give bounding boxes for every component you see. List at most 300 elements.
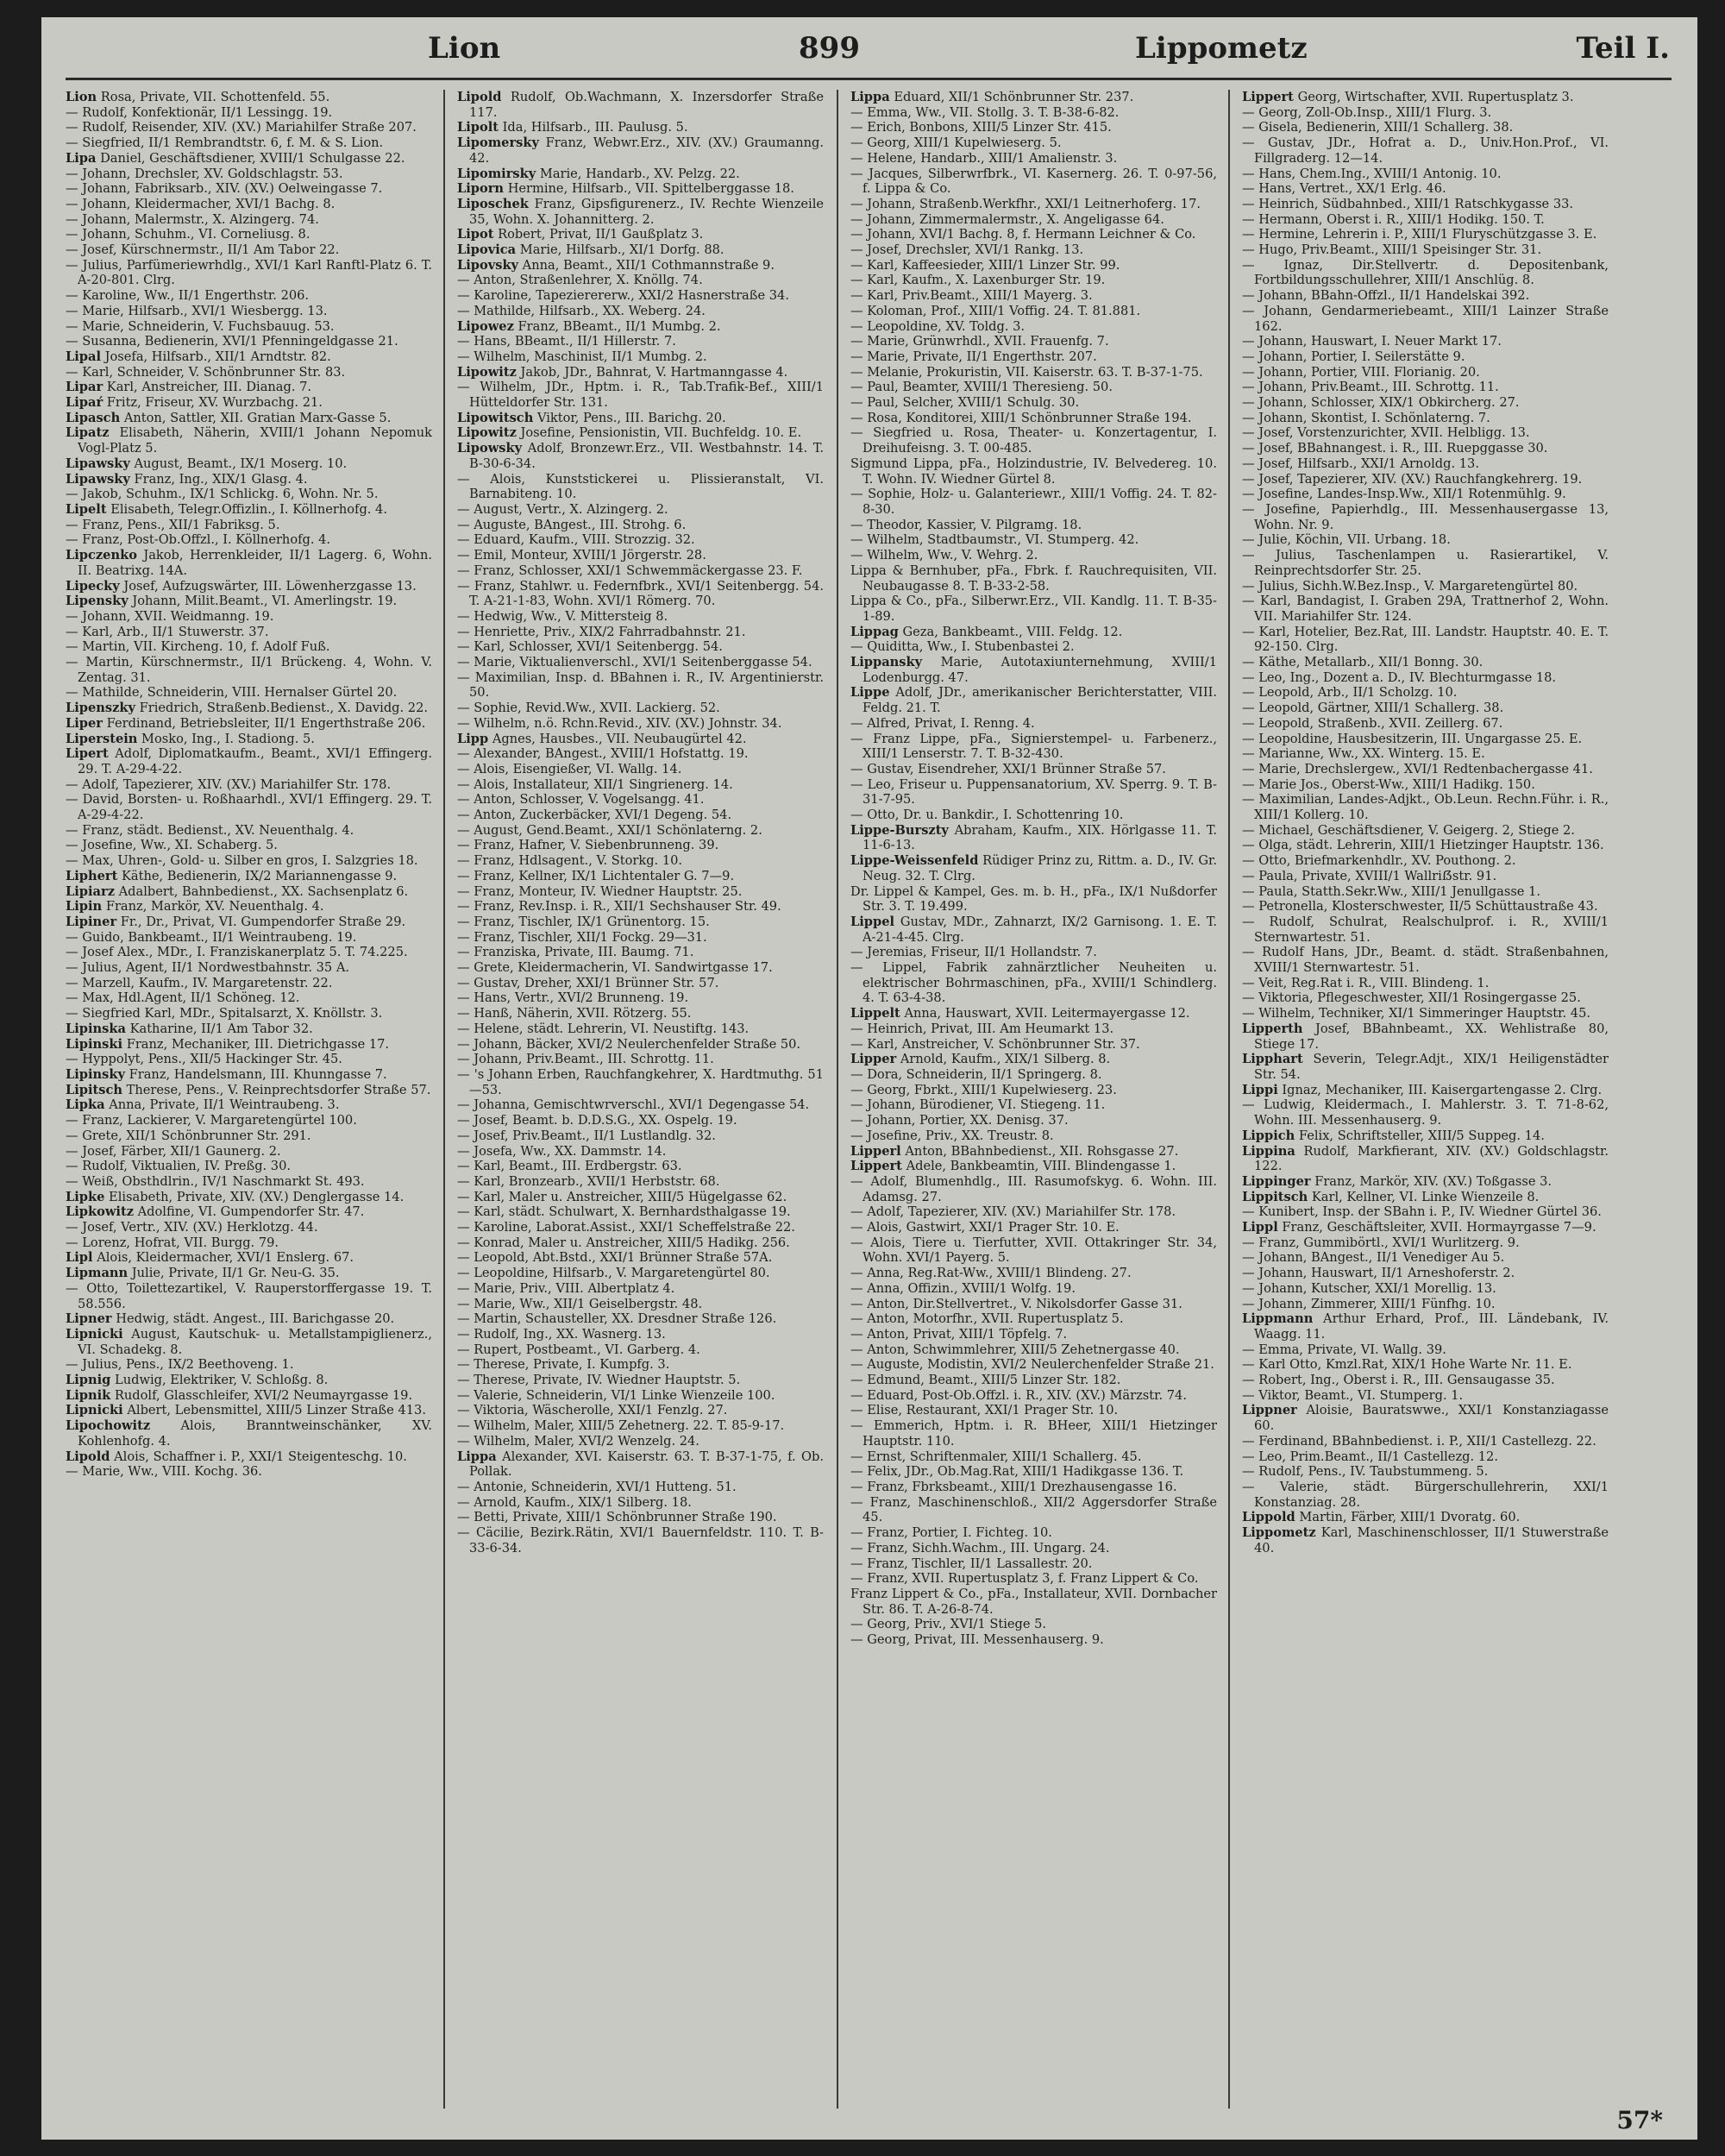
entry-details: — Rudolf, Reisender, XIV. (XV.) Mariahilfer Straße 207.	[66, 120, 417, 135]
entry-details: — Franz, Tischler, IX/1 Grünentorg. 15.	[457, 914, 710, 929]
directory-entry	[66, 1006, 432, 1021]
directory-entry	[850, 655, 1217, 685]
entry-details: — Johann, Portier, XX. Denisg. 37.	[850, 1113, 1069, 1128]
entry-surname: Lipperth	[1242, 1021, 1303, 1036]
entry-surname: Lippert	[850, 1159, 902, 1174]
entry-details: — Johann, Straßenb.Werkfhr., XXI/1 Leitnerhoferg. 17.	[850, 196, 1201, 211]
entry-surname: Lipaŕ	[66, 395, 104, 411]
directory-entry	[850, 90, 1217, 105]
directory-entry	[1242, 732, 1609, 747]
entry-details: — Franziska, Private, III. Baumg. 71.	[457, 945, 694, 960]
entry-details: — Hans, Vertret., XX/1 Erlg. 46.	[1242, 181, 1446, 197]
directory-entry	[66, 242, 432, 258]
column-2	[457, 90, 824, 2109]
entry-details: — Johann, Hauswart, II/1 Arneshoferstr. 2.	[1242, 1266, 1515, 1281]
directory-entry	[66, 746, 432, 776]
entry-details: — Grete, XII/1 Schönbrunner Str. 291.	[66, 1128, 311, 1143]
directory-entry	[66, 1128, 432, 1144]
directory-entry	[850, 1403, 1217, 1418]
entry-details: — Adolf, Tapezierer, XIV. (XV.) Mariahilfer Str. 178.	[850, 1204, 1176, 1220]
directory-entry	[1242, 701, 1609, 716]
directory-entry	[66, 625, 432, 640]
directory-entry	[66, 167, 432, 182]
directory-entry	[850, 1083, 1217, 1098]
directory-entry	[850, 716, 1217, 732]
entry-surname: Lippa	[457, 1449, 497, 1464]
directory-entry	[1242, 670, 1609, 686]
directory-entry	[1242, 853, 1609, 869]
directory-entry	[66, 838, 432, 853]
entry-details: Adalbert, Bahnbedienst., XX. Sachsenplatz 6.	[118, 883, 409, 899]
entry-details: — Anton, Schlosser, V. Vogelsangg. 41.	[457, 792, 705, 808]
directory-entry	[1242, 899, 1609, 915]
directory-entry	[850, 1587, 1217, 1617]
entry-details: — Franz, Rev.Insp. i. R., XII/1 Sechshauser Str. 49.	[457, 899, 781, 915]
entry-surname: Lippe-Burszty	[850, 822, 949, 838]
directory-entry	[66, 990, 432, 1006]
directory-entry	[457, 746, 824, 762]
entry-details: — Johann, Drechsler, XV. Goldschlagstr. 53.	[66, 166, 343, 181]
entry-details: Geza, Bankbeamt., VIII. Feldg. 12.	[902, 624, 1123, 639]
directory-entry	[850, 808, 1217, 823]
entry-details: — Josef, Tapezierer, XIV. (XV.) Rauchfangkehrerg. 19.	[1242, 471, 1583, 487]
directory-entry	[66, 1097, 432, 1113]
directory-entry	[850, 823, 1217, 853]
entry-details: Therese, Pens., V. Reinprechtsdorfer Straße 57.	[126, 1082, 431, 1097]
directory-entry	[457, 425, 824, 441]
directory-page	[41, 17, 1697, 2140]
entry-surname: Liposchek	[457, 196, 529, 211]
directory-entry	[850, 380, 1217, 395]
directory-entry	[850, 1571, 1217, 1587]
entry-details: — Maximilian, Insp. d. BBahnen i. R., IV. Argentinierstr. 50.	[457, 669, 824, 701]
entry-details: — Siegfried Karl, MDr., Spitalsarzt, X. Knöllstr. 3.	[66, 1006, 383, 1021]
directory-entry	[1242, 1220, 1609, 1235]
directory-entry	[1242, 1342, 1609, 1358]
entry-details: — Michael, Geschäftsdiener, V. Geigerg. 2, Stiege 2.	[1242, 822, 1575, 838]
directory-entry	[66, 1235, 432, 1251]
directory-entry	[66, 853, 432, 869]
entry-details: — Marie, Ww., XII/1 Geiselbergstr. 48.	[457, 1296, 703, 1311]
entry-details: — Josefine, Ww., XI. Schaberg. 5.	[66, 838, 278, 853]
entry-details: — Johann, Portier, I. Seilerstätte 9.	[1242, 349, 1465, 364]
entry-details: Martin, Färber, XIII/1 Dvoratg. 60.	[1299, 1510, 1521, 1525]
entry-surname: Lipowez	[457, 318, 514, 334]
entry-details: Josef, Aufzugswärter, III. Löwenherzgasse 13.	[123, 578, 417, 594]
entry-details: Sigmund Lippa, pFa., Holzindustrie, IV. Belvedereg. 10. T. Wohn. IV. Wiedner Gürtel 8.	[850, 456, 1217, 487]
directory-entry	[66, 425, 432, 456]
directory-entry	[457, 380, 824, 410]
directory-entry	[457, 197, 824, 227]
directory-entry	[1242, 884, 1609, 900]
entry-details: — Kunibert, Insp. der SBahn i. P., IV. Wiedner Gürtel 36.	[1242, 1204, 1602, 1220]
directory-entry	[66, 792, 432, 822]
entry-details: — Emil, Monteur, XVIII/1 Jörgerstr. 28.	[457, 548, 706, 563]
directory-entry	[1242, 227, 1609, 242]
directory-entry	[1242, 1266, 1609, 1281]
entry-details: — Koloman, Prof., XIII/1 Voffig. 24. T. 81.881.	[850, 303, 1141, 318]
entry-surname: Lipinska	[66, 1021, 126, 1036]
directory-entry	[850, 135, 1217, 151]
directory-entry	[457, 915, 824, 930]
directory-entry	[457, 349, 824, 365]
directory-entry	[457, 808, 824, 823]
entry-details: — Viktoria, Pflegeschwester, XII/1 Rosingergasse 25.	[1242, 990, 1581, 1006]
directory-entry	[457, 1357, 824, 1373]
entry-details: — David, Borsten- u. Roßhaarhdl., XVI/1 Effingerg. 29. T. A-29-4-22.	[66, 792, 432, 823]
directory-entry	[1242, 685, 1609, 701]
entry-details: August, Beamt., IX/1 Moserg. 10.	[134, 456, 348, 471]
entry-details: — Arnold, Kaufm., XIX/1 Silberg. 18.	[457, 1494, 692, 1510]
entry-details: Alois, Schaffner i. P., XXI/1 Steigenteschg. 10.	[114, 1449, 407, 1464]
directory-entry	[457, 411, 824, 426]
entry-details: — Wilhelm, Techniker, XI/1 Simmeringer Hauptstr. 45.	[1242, 1006, 1590, 1021]
directory-entry	[1242, 502, 1609, 532]
entry-details: — Franz, städt. Bedienst., XV. Neuenthalg. 4.	[66, 822, 354, 838]
entry-details: — Quiditta, Ww., I. Stubenbastei 2.	[850, 639, 1075, 655]
entry-details: August, Kautschuk- u. Metallstampiglienerz., VI. Schadekg. 8.	[78, 1326, 432, 1357]
directory-entry	[1242, 1510, 1609, 1525]
entry-details: — Konrad, Maler u. Anstreicher, XIII/5 Hadikg. 256.	[457, 1235, 790, 1250]
entry-surname: Lipochowitz	[66, 1418, 151, 1434]
entry-details: — Rudolf, Schulrat, Realschulprof. i. R., XVIII/1 Sternwartestr. 51.	[1242, 914, 1609, 945]
directory-entry	[66, 90, 432, 105]
entry-surname: Liphert	[66, 868, 118, 883]
entry-details: — Josef, Vorstenzurichter, XVII. Helbligg. 13.	[1242, 425, 1530, 441]
directory-entry	[457, 258, 824, 273]
directory-entry	[457, 792, 824, 808]
directory-entry	[66, 334, 432, 349]
entry-details: — Heinrich, Privat, III. Am Heumarkt 13.	[850, 1021, 1114, 1036]
directory-entry	[66, 1113, 432, 1128]
directory-entry	[457, 976, 824, 991]
directory-entry	[66, 1388, 432, 1404]
directory-entry	[1242, 838, 1609, 853]
entry-surname: Lipawsky	[66, 456, 130, 471]
entry-surname: Liper	[66, 715, 103, 731]
directory-entry	[850, 1174, 1217, 1204]
entry-details: — Karl, Bronzearb., XVII/1 Herbststr. 68.	[457, 1173, 720, 1189]
entry-details: Anton, BBahnbedienst., XII. Rohsgasse 27.	[905, 1143, 1179, 1159]
entry-surname: Lipar	[66, 380, 104, 395]
directory-entry	[1242, 135, 1609, 166]
entry-surname: Lipowsky	[457, 441, 523, 456]
directory-entry	[457, 716, 824, 732]
entry-details: Hermine, Hilfsarb., VII. Spittelberggasse 18.	[507, 181, 794, 197]
entry-details: — Theodor, Kassier, V. Pilgramg. 18.	[850, 517, 1082, 532]
entry-details: Fr., Dr., Privat, VI. Gumpendorfer Straße 29.	[120, 914, 406, 929]
directory-entry	[66, 716, 432, 732]
entry-details: — Paul, Beamter, XVIII/1 Theresieng. 50.	[850, 380, 1113, 395]
header-rule	[66, 78, 1672, 80]
entry-details: Ferdinand, Betriebsleiter, II/1 Engerthstraße 206.	[106, 715, 426, 731]
directory-entry	[66, 732, 432, 747]
entry-details: — Paul, Selcher, XVIII/1 Schulg. 30.	[850, 395, 1080, 411]
directory-entry	[66, 502, 432, 518]
column-3	[850, 90, 1217, 2109]
directory-entry	[66, 777, 432, 793]
entry-details: — Marie, Schneiderin, V. Fuchsbauug. 53.	[66, 318, 335, 334]
entry-details: — Lippel, Fabrik zahnärztlicher Neuheiten u. elektrischer Bohrmaschinen, pFa., XVIII/1 Schindlerg. 4. T. 63-4-38.	[850, 960, 1217, 1006]
directory-entry	[850, 411, 1217, 426]
entry-details: — Leo, Friseur u. Puppensanatorium, XV. Sperrg. 9. T. B-31-7-95.	[850, 776, 1217, 808]
directory-entry	[1242, 120, 1609, 135]
entry-details: — Gustav, Eisendreher, XXI/1 Brünner Straße 57.	[850, 761, 1166, 776]
directory-entry	[457, 532, 824, 548]
directory-entry	[457, 884, 824, 900]
directory-entry	[457, 1449, 824, 1480]
directory-entry	[66, 884, 432, 900]
directory-entry	[457, 120, 824, 135]
entry-surname: Lipolt	[457, 120, 499, 135]
directory-entry	[850, 1556, 1217, 1572]
entry-surname: Lipiner	[66, 914, 117, 929]
directory-entry	[66, 365, 432, 380]
entry-details: — Wilhelm, Stadtbaumstr., VI. Stumperg. 42.	[850, 532, 1139, 548]
directory-entry	[850, 518, 1217, 533]
entry-surname: Lippelt	[850, 1006, 900, 1021]
entry-details: — Julius, Parfümeriewrhdlg., XVI/1 Karl Ranftl-Platz 6. T. A-20-801. Clrg.	[66, 257, 432, 288]
entry-details: — Franz, Tischler, XII/1 Fockg. 29—31.	[457, 929, 707, 945]
directory-entry	[66, 639, 432, 655]
entry-surname: Lipitsch	[66, 1082, 123, 1097]
entry-details: — Gisela, Bedienerin, XIII/1 Schallerg. 38.	[1242, 120, 1514, 135]
entry-details: — Franz, Pens., XII/1 Fabriksg. 5.	[66, 517, 280, 532]
entry-details: — Jacques, Silberwrfbrk., VI. Kasernerg. 26. T. 0-97-56, f. Lippa & Co.	[850, 166, 1217, 197]
directory-entry	[457, 1113, 824, 1128]
entry-details: Jakob, JDr., Bahnrat, V. Hartmanngasse 4.	[520, 364, 788, 380]
entry-details: — Karl, Arb., II/1 Stuwerstr. 37.	[66, 624, 269, 639]
entry-details: Rudolf, Ob.Wachmann, X. Inzersdorfer Straße 117.	[469, 90, 824, 120]
directory-entry	[66, 1311, 432, 1327]
entry-details: — Erich, Bonbons, XIII/5 Linzer Str. 415.	[850, 120, 1112, 135]
entry-details: — Josef, Priv.Beamt., II/1 Lustlandlg. 32.	[457, 1128, 716, 1143]
entry-surname: Lipp	[457, 731, 489, 746]
entry-details: — Josefine, Landes-Insp.Ww., XII/1 Rotenmühlg. 9.	[1242, 487, 1566, 502]
entry-details: Felix, Schriftsteller, XIII/5 Suppeg. 14.	[1298, 1128, 1545, 1143]
directory-entry	[66, 1357, 432, 1373]
directory-entry	[850, 319, 1217, 335]
entry-details: — Marianne, Ww., XX. Winterg. 15. E.	[1242, 746, 1485, 762]
directory-entry	[1242, 1250, 1609, 1266]
directory-entry	[850, 1235, 1217, 1266]
page-number: 899	[799, 31, 860, 66]
header-part-label: Teil I.	[1576, 31, 1670, 66]
directory-entry	[66, 349, 432, 365]
entry-details: — Josef Alex., MDr., I. Franziskanerplatz 5. T. 74.225.	[66, 945, 408, 960]
entry-details: — Franz, Kellner, IX/1 Lichtentaler G. 7—9.	[457, 868, 735, 883]
entry-details: — Susanna, Bedienerin, XVI/1 Pfenningeldgasse 21.	[66, 334, 398, 349]
directory-entry	[457, 181, 824, 197]
directory-entry	[66, 1174, 432, 1190]
directory-entry	[850, 197, 1217, 212]
entry-details: — Karl, städt. Schulwart, X. Bernhardsthalgasse 19.	[457, 1204, 791, 1220]
entry-surname: Lipmann	[66, 1266, 129, 1281]
directory-entry	[66, 823, 432, 839]
directory-entry	[1242, 1311, 1609, 1342]
column-divider	[443, 90, 445, 2109]
directory-entry	[457, 365, 824, 380]
directory-entry	[850, 456, 1217, 487]
directory-entry	[1242, 579, 1609, 594]
directory-entry	[850, 1220, 1217, 1235]
entry-details: Lippa & Bernhuber, pFa., Fbrk. f. Rauchrequisiten, VII. Neubaugasse 8. T. B-33-2-58.	[850, 563, 1217, 594]
entry-surname: Lipal	[66, 349, 102, 364]
entry-details: — Julius, Pens., IX/2 Beethoveng. 1.	[66, 1357, 294, 1373]
entry-details: — Karoline, Laborat.Assist., XXI/1 Scheffelstraße 22.	[457, 1220, 795, 1235]
entry-details: Ida, Hilfsarb., III. Paulusg. 5.	[502, 120, 688, 135]
entry-surname: Lipnig	[66, 1373, 111, 1388]
directory-entry	[457, 502, 824, 518]
entry-surname: Lippner	[1242, 1403, 1297, 1418]
directory-entry	[1242, 655, 1609, 670]
directory-entry	[1242, 716, 1609, 732]
directory-entry	[1242, 945, 1609, 975]
entry-surname: Lipert	[66, 746, 109, 762]
entry-details: — Johanna, Gemischtwrverschl., XVI/1 Degengasse 54.	[457, 1097, 810, 1113]
directory-entry	[1242, 487, 1609, 502]
entry-details: — Melanie, Prokuristin, VII. Kaiserstr. 63. T. B-37-1-75.	[850, 364, 1203, 380]
entry-details: — Franz, Monteur, IV. Wiedner Hauptstr. 25.	[457, 883, 743, 899]
directory-entry	[457, 639, 824, 655]
entry-details: Georg, Wirtschafter, XVII. Rupertusplatz 3.	[1297, 90, 1574, 104]
directory-entry	[850, 685, 1217, 715]
directory-entry	[457, 899, 824, 915]
entry-details: — Karoline, Tapezierererw., XXI/2 Hasnerstraße 34.	[457, 288, 789, 304]
entry-surname: Lippa	[850, 90, 890, 104]
entry-details: — Anton, Schwimmlehrer, XIII/5 Zehetnergasse 40.	[850, 1342, 1180, 1357]
directory-entry	[66, 609, 432, 625]
directory-entry	[850, 594, 1217, 624]
entry-details: — Mathilde, Hilfsarb., XX. Weberg. 24.	[457, 303, 706, 318]
directory-entry	[66, 1373, 432, 1388]
entry-details: — Martin, Schausteller, XX. Dresdner Straße 126.	[457, 1311, 777, 1327]
entry-details: — Franz, Hafner, V. Siebenbrunneng. 39.	[457, 838, 719, 853]
entry-surname: Lipowitz	[457, 425, 517, 441]
entry-details: Abraham, Kaufm., XIX. Hörlgasse 11. T. 11-6-13.	[862, 822, 1217, 853]
entry-surname: Lipomersky	[457, 135, 539, 151]
entry-details: Alexander, XVI. Kaiserstr. 63. T. B-37-1-75, f. Ob. Pollak.	[469, 1449, 824, 1480]
directory-entry	[1242, 976, 1609, 991]
directory-entry	[457, 625, 824, 640]
entry-details: Alois, Branntweinschänker, XV. Kohlenhofg. 4.	[78, 1418, 432, 1449]
entry-details: Adolfine, VI. Gumpendorfer Str. 47.	[137, 1204, 365, 1220]
entry-details: — Johann, Kutscher, XXI/1 Morellig. 13.	[1242, 1280, 1496, 1296]
entry-surname: Lipold	[457, 90, 502, 104]
directory-entry	[457, 1037, 824, 1053]
entry-details: Josef, BBahnbeamt., XX. Wehlistraße 80, Stiege 17.	[1254, 1021, 1609, 1052]
directory-entry	[457, 334, 824, 349]
directory-entry	[850, 884, 1217, 915]
directory-entry	[1242, 990, 1609, 1006]
directory-entry	[1242, 181, 1609, 197]
directory-entry	[66, 915, 432, 930]
directory-entry	[1242, 365, 1609, 380]
entry-details: — Johann, Schlosser, XIX/1 Obkircherg. 27.	[1242, 395, 1520, 411]
entry-details: — Julius, Agent, II/1 Nordwestbahnstr. 35 A.	[66, 960, 349, 976]
entry-details: — Johann, BAngest., II/1 Venediger Au 5.	[1242, 1250, 1505, 1266]
entry-details: — Jakob, Schuhm., IX/1 Schlickg. 6, Wohn. Nr. 5.	[66, 487, 379, 502]
directory-entry	[1242, 1097, 1609, 1128]
entry-details: — Franz, Schlosser, XXI/1 Schwemmäckergasse 23. F.	[457, 563, 803, 578]
directory-entry	[850, 212, 1217, 228]
entry-details: — Karl, Schlosser, XVI/1 Seitenbergg. 54.	[457, 639, 723, 655]
directory-entry	[66, 1190, 432, 1205]
entry-surname: Lippitsch	[1242, 1189, 1308, 1204]
entry-details: — Josefine, Papierhdlg., III. Messenhausergasse 13, Wohn. Nr. 9.	[1242, 501, 1609, 532]
entry-details: Elisabeth, Private, XIV. (XV.) Denglergasse 14.	[109, 1189, 405, 1204]
entry-details: — Helene, Handarb., XIII/1 Amalienstr. 3.	[850, 150, 1118, 166]
directory-entry	[66, 899, 432, 915]
directory-entry	[457, 518, 824, 533]
directory-entry	[457, 1281, 824, 1297]
entry-surname: Lipinsky	[66, 1067, 125, 1082]
directory-entry	[1242, 1235, 1609, 1251]
entry-details: Käthe, Bedienerin, IX/2 Mariannengasse 9.	[121, 868, 398, 883]
directory-entry	[66, 1418, 432, 1449]
directory-entry	[457, 945, 824, 960]
directory-entry	[850, 1204, 1217, 1220]
directory-entry	[66, 1266, 432, 1281]
entry-details: — Veit, Reg.Rat i. R., VIII. Blindeng. 1.	[1242, 975, 1490, 990]
entry-details: — Rosa, Konditorei, XIII/1 Schönbrunner Straße 194.	[850, 410, 1192, 425]
entry-details: — Mathilde, Schneiderin, VIII. Hernalser Gürtel 20.	[66, 685, 398, 701]
entry-details: — Anton, Privat, XIII/1 Töpfelg. 7.	[850, 1326, 1068, 1342]
entry-surname: Lipin	[66, 899, 103, 915]
directory-entry	[850, 1052, 1217, 1067]
directory-entry	[1242, 1449, 1609, 1465]
directory-entry	[66, 411, 432, 426]
entry-details: — Marie, Grünwrhdl., XVII. Frauenfg. 7.	[850, 334, 1109, 349]
directory-entry	[850, 1327, 1217, 1342]
directory-entry	[457, 579, 824, 609]
entry-surname: Lippansky	[850, 655, 923, 670]
directory-entry	[850, 487, 1217, 517]
directory-entry	[457, 319, 824, 335]
entry-details: Josefine, Pensionistin, VII. Buchfeldg. 10. E.	[520, 425, 802, 441]
directory-entry	[1242, 1052, 1609, 1082]
page-header	[66, 31, 1670, 69]
entry-details: — Karl, Kaufm., X. Laxenburger Str. 19.	[850, 273, 1106, 288]
directory-entry	[1242, 869, 1609, 884]
directory-entry	[850, 1373, 1217, 1388]
directory-entry	[1242, 197, 1609, 212]
header-right-keyword: Lippometz	[1135, 31, 1308, 66]
entry-details: — Johann, Priv.Beamt., III. Schrottg. 11.	[1242, 380, 1499, 395]
directory-entry	[1242, 349, 1609, 365]
directory-entry	[1242, 288, 1609, 304]
entry-surname: Lipowitz	[457, 364, 517, 380]
entry-details: — Alois, Gastwirt, XXI/1 Prager Str. 10. E.	[850, 1220, 1120, 1235]
directory-entry	[1242, 1021, 1609, 1052]
entry-details: — Johann, Portier, VIII. Florianig. 20.	[1242, 364, 1480, 380]
directory-entry	[66, 105, 432, 121]
directory-entry	[850, 304, 1217, 319]
entry-surname: Lipasch	[66, 410, 121, 425]
directory-entry	[457, 1297, 824, 1312]
entry-details: — Ludwig, Kleidermach., I. Mahlerstr. 3. T. 71-8-62, Wohn. III. Messenhauserg. 9.	[1242, 1097, 1609, 1128]
entry-details: — Anton, Zuckerbäcker, XVI/1 Degeng. 54.	[457, 808, 732, 823]
entry-surname: Lipawsky	[66, 471, 130, 487]
entry-details: — Eduard, Kaufm., VIII. Strozzig. 32.	[457, 532, 695, 548]
entry-details: — Wilhelm, Maler, XVI/2 Wenzelg. 24.	[457, 1433, 699, 1449]
directory-entry	[457, 90, 824, 120]
directory-entry	[1242, 395, 1609, 411]
directory-entry	[66, 288, 432, 304]
entry-surname: Lippmann	[1242, 1311, 1314, 1327]
footer-signature: 57*	[1616, 2106, 1663, 2134]
entry-details: Dr. Lippel & Kampel, Ges. m. b. H., pFa., IX/1 Nußdorfer Str. 3. T. 19.499.	[850, 883, 1217, 915]
